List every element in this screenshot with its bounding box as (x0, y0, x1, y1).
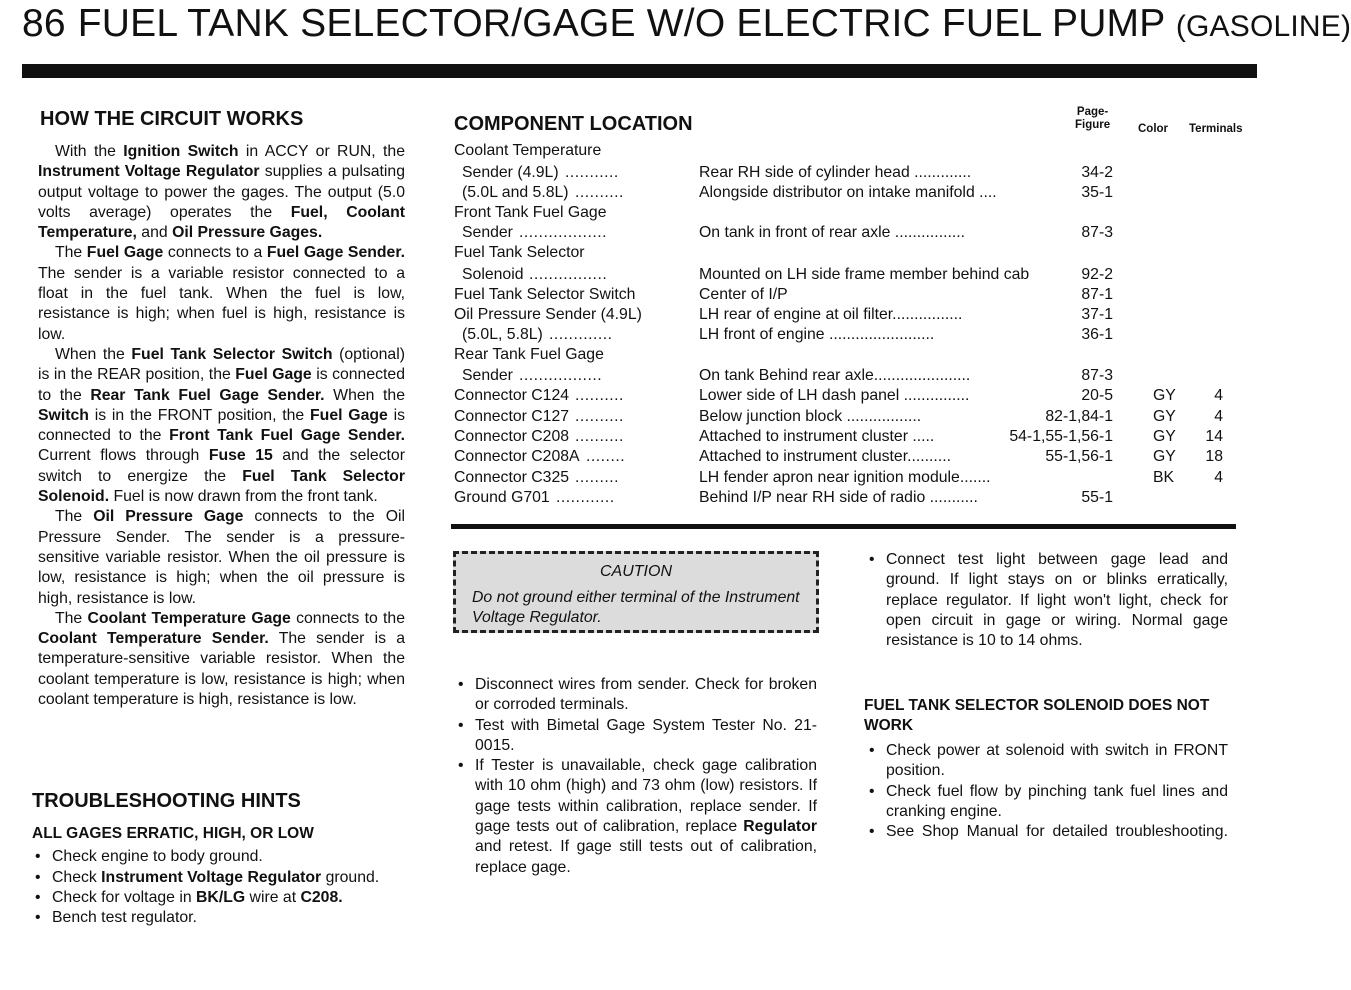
list-item: • Check engine to body ground. (32, 847, 404, 867)
troubleshooting-body (32, 824, 404, 928)
name-leader: .......... (575, 428, 624, 445)
list-item: • Test with Bimetal Gage System Tester No. 21-0015. (455, 716, 817, 757)
page-figure: 55-1,56-1 (1045, 448, 1113, 465)
component-name: Connector C127 (454, 408, 570, 425)
component-location: Mounted on LH side frame member behind cab (699, 266, 1030, 283)
table-row (450, 204, 1260, 224)
component-location: Attached to instrument cluster.......... (699, 448, 951, 465)
component-name: Connector C208 (454, 428, 570, 445)
component-name: Sender (462, 224, 513, 241)
component-location: On tank in front of rear axle ................ (699, 224, 966, 241)
table-row (450, 306, 1260, 326)
component-name: Oil Pressure Sender (4.9L) (454, 306, 642, 323)
table-row (450, 266, 1260, 286)
table-row (450, 387, 1260, 407)
solenoid-heading: FUEL TANK SELECTOR SOLENOID DOES NOT WORK (864, 697, 1210, 734)
component-location: Lower side of LH dash panel ............... (699, 387, 970, 404)
column-header-terminals: Terminals (1189, 123, 1243, 135)
table-row (450, 286, 1260, 306)
terminal-count: 18 (1205, 448, 1223, 465)
component-location: On tank Behind rear axle...................... (699, 367, 971, 384)
name-leader: ............. (549, 326, 613, 343)
component-location: LH fender apron near ignition module....... (699, 469, 991, 486)
wire-color: GY (1153, 428, 1176, 445)
header-rule (22, 64, 1257, 78)
list-item: • Check for voltage in BK/LG wire at C208. (32, 888, 404, 908)
component-location: Below junction block ................. (699, 408, 922, 425)
list-item: • If Tester is unavailable, check gage calibration with 10 ohm (high) and 73 ohm (low) resistors. If gage tests within calibration, replace sender. If gage tests out of calibration, replace Regulator and retest. If gage still tests out of calibration, replace gage. (455, 756, 817, 878)
wire-color: GY (1153, 448, 1176, 465)
component-name: (5.0L and 5.8L) (462, 184, 569, 201)
table-row (450, 489, 1260, 509)
page-figure: 87-3 (1081, 224, 1113, 241)
solenoid-steps (866, 741, 1228, 842)
component-location: Center of I/P (699, 286, 788, 303)
list-item: • Bench test regulator. (32, 908, 404, 928)
page-figure: 35-1 (1081, 184, 1113, 201)
caution-title: CAUTION (600, 563, 672, 580)
title-subtitle: (GASOLINE) (1175, 10, 1351, 43)
name-leader: .......... (575, 184, 624, 201)
caution-text: Do not ground either terminal of the Instrument Voltage Regulator. (472, 589, 800, 626)
page-title (22, 2, 1351, 46)
middle-steps (455, 675, 817, 878)
paragraph-oil-pressure: The Oil Pressure Gage connects to the Oil Pressure Sender. The sender is a pressure-sensitive variable resistor. When the oil pressure is low, resistance is high; when the oil pressure is high, resistance is low. (38, 508, 405, 607)
table-row (450, 428, 1260, 448)
list-item: • Check power at solenoid with switch in FRONT position. (866, 741, 1228, 782)
component-name: Front Tank Fuel Gage (454, 204, 607, 221)
list-item: • Check fuel flow by pinching tank fuel lines and cranking engine. (866, 782, 1228, 823)
table-row (450, 244, 1260, 264)
terminal-count: 4 (1214, 387, 1223, 404)
component-location: LH front of engine ........................ (699, 326, 935, 343)
name-leader: .................. (519, 224, 607, 241)
column-header-page-figure: Page- Figure (1075, 106, 1111, 131)
name-leader: ................ (529, 266, 608, 283)
page-figure: 34-2 (1081, 164, 1113, 181)
component-name: (5.0L, 5.8L) (462, 326, 543, 343)
page-figure: 82-1,84-1 (1045, 408, 1113, 425)
list-item: • Disconnect wires from sender. Check for broken or corroded terminals. (455, 675, 817, 716)
paragraph-selector-switch: When the Fuel Tank Selector Switch (optional) is in the REAR position, the Fuel Gage is connected to the Rear Tank Fuel Gage Sender. When the Switch is in the FRONT position, the Fuel Gage is connected to the Front Tank Fuel Gage Sender. Current flows through Fuse 15 and the selector switch to energize the Fuel Tank Selector Solenoid. Fuel is now drawn from the front tank. (38, 345, 405, 506)
name-leader: .......... (575, 387, 624, 404)
component-name: Coolant Temperature (454, 142, 602, 159)
component-name: Connector C208A (454, 448, 580, 465)
name-leader: ............ (556, 489, 615, 506)
table-row (450, 184, 1260, 204)
table-row (450, 367, 1260, 387)
list-item: • Check Instrument Voltage Regulator ground. (32, 868, 404, 888)
wire-color: GY (1153, 408, 1176, 425)
component-location-table (450, 142, 1260, 512)
component-location: Alongside distributor on intake manifold .... (699, 184, 997, 201)
table-row (450, 448, 1260, 468)
page-figure: 20-5 (1081, 387, 1113, 404)
page-figure: 87-1 (1081, 286, 1113, 303)
page-number: 86 (22, 2, 66, 45)
column-header-color: Color (1138, 123, 1169, 135)
terminal-count: 14 (1205, 428, 1223, 445)
component-location: Rear RH side of cylinder head ............. (699, 164, 972, 181)
component-name: Connector C325 (454, 469, 570, 486)
page-figure: 37-1 (1081, 306, 1113, 323)
name-leader: ........... (565, 164, 619, 181)
component-name: Fuel Tank Selector Switch (454, 286, 636, 303)
troubleshooting-subheading: ALL GAGES ERRATIC, HIGH, OR LOW (32, 825, 314, 842)
table-row (450, 142, 1260, 162)
page-figure: 55-1 (1081, 489, 1113, 506)
list-item: • Connect test light between gage lead and ground. If light stays on or blinks erratically, replace regulator. If light won't light, check for open circuit in gage or wiring. Normal gage resistance is 10 to 14 ohms. (866, 550, 1228, 651)
section-rule (451, 524, 1236, 529)
name-leader: ........ (586, 448, 626, 465)
component-name: Sender (4.9L) (462, 164, 559, 181)
right-steps (866, 550, 1228, 651)
paragraph-fuel-gage: The Fuel Gage connects to a Fuel Gage Sender. The sender is a variable resistor connected to a float in the fuel tank. When the fuel is low, resistance is high; when fuel is high, resistance is low. (38, 244, 405, 343)
component-location: Behind I/P near RH side of radio ........... (699, 489, 978, 506)
page-figure: 92-2 (1081, 266, 1113, 283)
component-name: Sender (462, 367, 513, 384)
table-row (450, 469, 1260, 489)
terminal-count: 4 (1214, 469, 1223, 486)
name-leader: .......... (575, 408, 624, 425)
table-row (450, 326, 1260, 346)
component-name: Connector C124 (454, 387, 570, 404)
table-row (450, 224, 1260, 244)
paragraph-ignition: With the Ignition Switch in ACCY or RUN, the Instrument Voltage Regulator supplies a pulsating output voltage to power the gages. The output (5.0 volts average) operates the Fuel, Coolant Temperature, and Oil Pressure Gages. (38, 143, 405, 242)
caution-box (453, 551, 819, 633)
component-name: Rear Tank Fuel Gage (454, 346, 604, 363)
component-location-heading: COMPONENT LOCATION (454, 113, 693, 135)
table-row (450, 164, 1260, 184)
page-figure: 54-1,55-1,56-1 (1009, 428, 1113, 445)
name-leader: ................. (519, 367, 603, 384)
page-figure: 87-3 (1081, 367, 1113, 384)
troubleshooting-heading: TROUBLESHOOTING HINTS (32, 790, 301, 812)
component-location: Attached to instrument cluster ..... (699, 428, 935, 445)
page-figure: 36-1 (1081, 326, 1113, 343)
terminal-count: 4 (1214, 408, 1223, 425)
component-name: Ground G701 (454, 489, 550, 506)
wire-color: BK (1153, 469, 1175, 486)
table-row (450, 408, 1260, 428)
how-it-works-body (38, 142, 405, 710)
list-item: • See Shop Manual for detailed troubleshooting. (866, 822, 1228, 842)
component-location: LH rear of engine at oil filter................ (699, 306, 963, 323)
wire-color: GY (1153, 387, 1176, 404)
component-name: Fuel Tank Selector (454, 244, 585, 261)
name-leader: ......... (575, 469, 619, 486)
component-name: Solenoid (462, 266, 524, 283)
paragraph-coolant: The Coolant Temperature Gage connects to the Coolant Temperature Sender. The sender is a temperature-sensitive variable resistor. When the coolant temperature is low, resistance is high; when coolant temperature is high, resistance is low. (38, 609, 405, 709)
table-row (450, 346, 1260, 366)
how-it-works-heading: HOW THE CIRCUIT WORKS (40, 108, 304, 130)
title-text: FUEL TANK SELECTOR/GAGE W/O ELECTRIC FUEL PUMP (77, 2, 1165, 45)
